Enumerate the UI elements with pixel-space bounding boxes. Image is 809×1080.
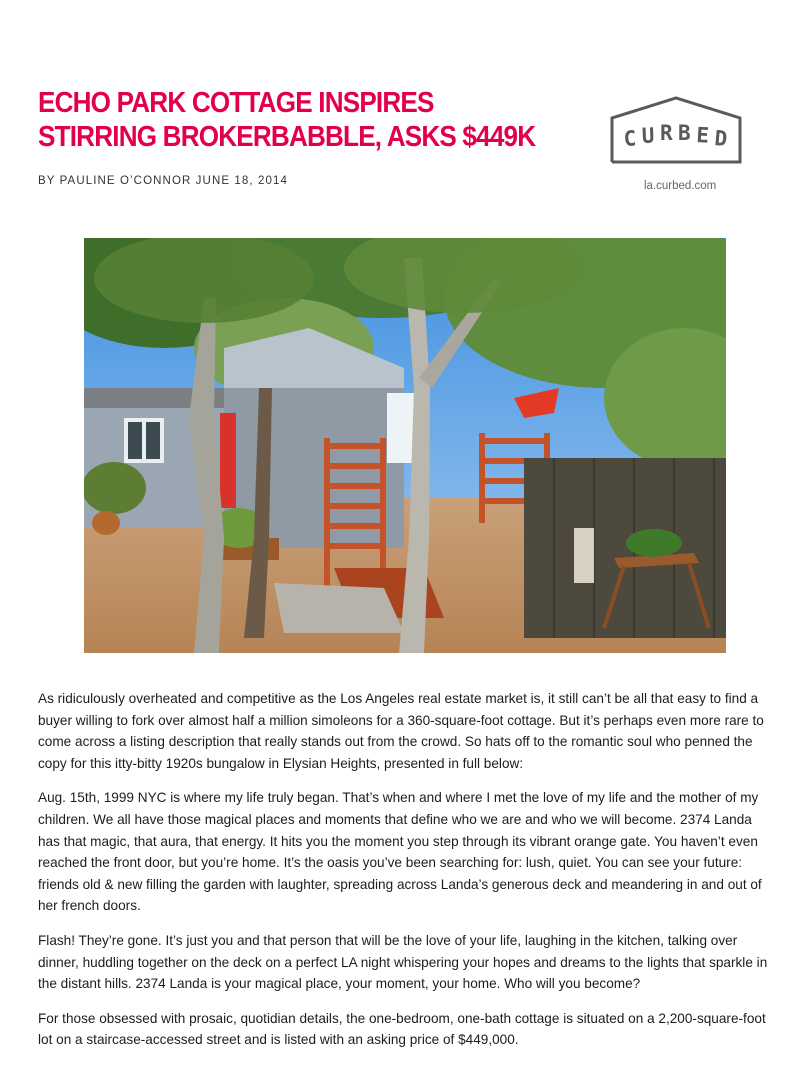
article-headline: ECHO PARK COTTAGE INSPIRES STIRRING BROKERBABBLE, ASKS $449K [38,87,536,153]
svg-text:U: U [641,123,655,148]
article-paragraph: Aug. 15th, 1999 NYC is where my life truly began. That’s when and where I met the love of my life and the mother of my children. We all have those magical places and moments that define who we are and who we will become. 2374 Landa has that magic, that aura, that energy. It hits you the moment you step through its vibrant orange gate. You haven’t even reached the front door, but you’re home. It’s the oasis you’ve been searching for: lush, quiet. You can see your future: friends old & new filling the garden with laughter, spreading across Landa’s generous deck and meandering in and out of her french doors. [38,790,762,914]
svg-text:C: C [623,126,637,151]
svg-text:R: R [660,121,673,145]
source-url[interactable]: la.curbed.com [644,180,717,192]
curbed-logo[interactable] [610,96,742,166]
article-body [38,688,773,1064]
svg-text:B: B [678,121,691,145]
cottage-photo [84,238,726,653]
svg-text:D: D [713,126,729,152]
article-paragraph: For those obsessed with prosaic, quotidian details, the one-bedroom, one-bath cottage is situated on a 2,200-square-foot lot on a staircase-accessed street and is listed with an asking price of $449,000. [38,1010,766,1048]
article-paragraph: As ridiculously overheated and competitive as the Los Angeles real estate market is, it still can’t be all that easy to find a buyer willing to fork over almost half a million simoleons for a 360-square-foot cottage. But it’s perhaps even more rare to come across a listing description that really stands out from the crowd. So hats off to the romantic soul who penned the copy for this itty-bitty 1920s bungalow in Elysian Heights, presented in full below: [38,691,764,771]
article-paragraph: Flash! They’re gone. It’s just you and that person that will be the love of your life, laughing in the kitchen, talking over dinner, huddling together on the deck on a perfect LA night whispering your hopes and dreams to the lights that sparkle in the distant hills. 2374 Landa is your magical place, your moment, your home. Who will you become? [38,932,768,992]
svg-text:E: E [695,123,710,148]
article-byline: BY PAULINE O’CONNOR JUNE 18, 2014 [38,175,288,187]
